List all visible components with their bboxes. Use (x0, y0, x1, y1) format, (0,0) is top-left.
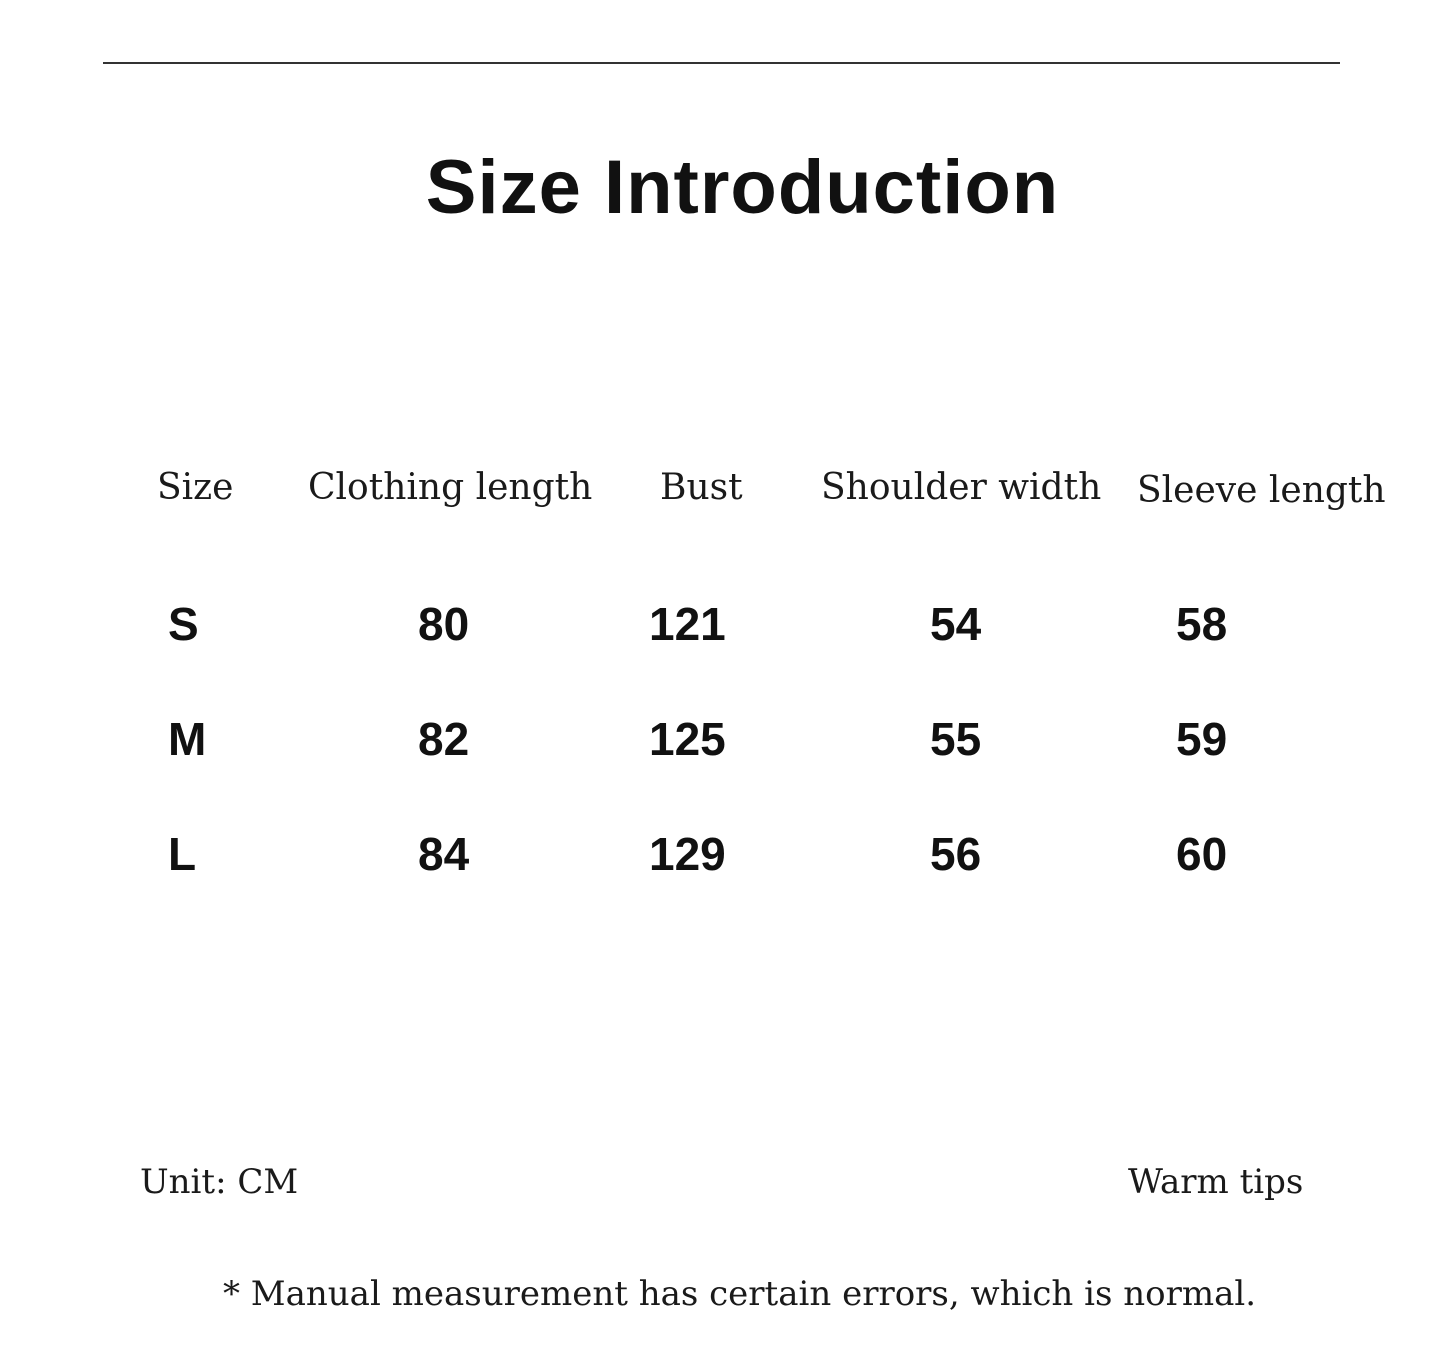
sleeve-length-cell: 60 (1176, 828, 1228, 880)
column-header-shoulder-width: Shoulder width (821, 467, 1102, 508)
size-cell: S (168, 598, 199, 650)
shoulder-width-cell: 55 (930, 713, 982, 765)
top-divider (103, 62, 1340, 64)
page-title: Size Introduction (425, 145, 1060, 230)
shoulder-width-cell: 56 (930, 828, 982, 880)
sleeve-length-cell: 59 (1176, 713, 1228, 765)
size-cell: M (168, 713, 207, 765)
clothing-length-cell: 80 (418, 598, 470, 650)
bust-cell: 121 (649, 598, 726, 650)
bust-cell: 125 (649, 713, 726, 765)
column-header-bust: Bust (660, 467, 743, 508)
column-header-sleeve-length: Sleeve length (1137, 470, 1386, 511)
column-header-size: Size (157, 467, 234, 508)
clothing-length-cell: 84 (418, 828, 470, 880)
column-header-clothing-length: Clothing length (308, 467, 593, 508)
sleeve-length-cell: 58 (1176, 598, 1228, 650)
warm-tips-label: Warm tips (1128, 1162, 1304, 1202)
measurement-note: * Manual measurement has certain errors, which is normal. (223, 1274, 1257, 1314)
unit-label: Unit: CM (140, 1162, 299, 1202)
size-cell: L (168, 828, 197, 880)
bust-cell: 129 (649, 828, 726, 880)
shoulder-width-cell: 54 (930, 598, 982, 650)
clothing-length-cell: 82 (418, 713, 470, 765)
